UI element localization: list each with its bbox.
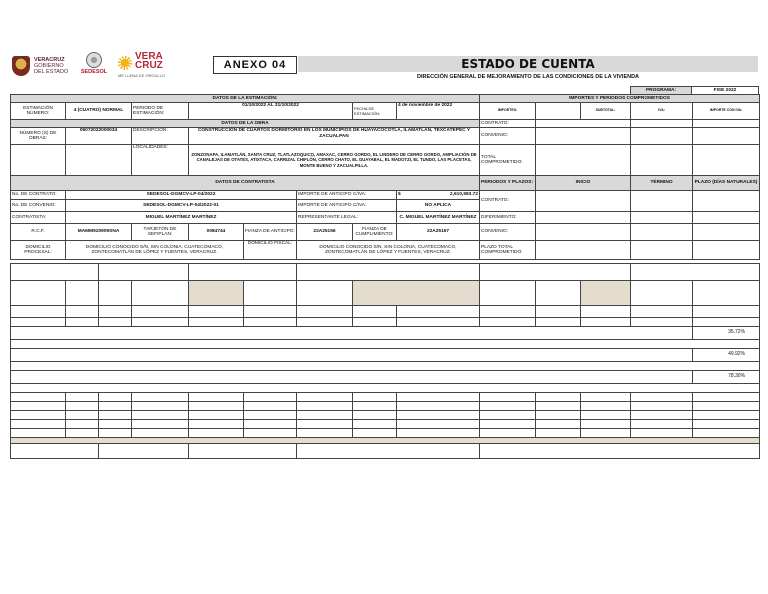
importe-anticipo-conv-value: NO APLICA: [397, 200, 480, 212]
rfc-label: R.C.F.: [11, 224, 66, 241]
diferimiento-label: DIFERIMIENTO:: [480, 212, 536, 224]
descripcion-label: DESCRIPCIÓN:: [132, 128, 189, 145]
no-contrato-value: SEDESOL-DGMCV-LP-04/2022: [66, 191, 297, 200]
estimacion-section-title: DATOS DE LA ESTIMACIÓN:: [11, 95, 480, 103]
percentage-1: 35.72%: [693, 327, 760, 340]
periodo-label: PERIODO DE ESTIMACIÓN:: [132, 103, 189, 120]
no-convenio-value: SEDESOL-DGMCV-LP-04/2022-01: [66, 200, 297, 212]
sedesol-logo: [76, 52, 112, 80]
importe-anticipo-conv-label: IMPORTE DE ANTICIPO C/IVA:: [297, 200, 397, 212]
fecha-value: 4 de noviembre de 2022: [397, 103, 480, 120]
estado-cuenta-table: [10, 94, 760, 459]
sedesol-text: SEDESOL: [80, 69, 108, 75]
contratista-label: CONTRATISTA:: [11, 212, 66, 224]
domicilio-fiscal-label: DOMICILIO FISCAL:: [244, 241, 297, 260]
document-title: ESTADO DE CUENTA: [461, 57, 595, 71]
sun-icon: [118, 56, 132, 70]
importes-section-title: IMPORTES Y PERIODOS COMPROMETIDOS: [480, 95, 760, 103]
plazo-header: PLAZO (DÍAS NATURALES): [693, 176, 760, 191]
tarjeton-value: 0084744: [189, 224, 244, 241]
plazo-total-label: PLAZO TOTAL COMPROMETIDO:: [480, 241, 536, 260]
contratista-section-title: DATOS DE CONTRATISTA: [11, 176, 480, 191]
localidades-value: ZONZONAPA, ILAMATLÁN, SANTA CRUZ, TLATLAZOQUICO, AMAXAC, CERRO GORDO, EL LINDERO DE CERRO GORDO, AMPLIACIÓN DE CANALEJAS DE OTATES, ATIXTACA, CARRIZAL CHIFLÓN, CERRO CHATO, EL GUAYABAL, EL MADOTZI, EL TUNDO, LAS PLACETAS, MONTE BUENO Y ZACUALPILLA.: [189, 145, 480, 176]
periodos-plazos-label: PERIODOS Y PLAZOS:: [480, 176, 536, 191]
currency-symbol: $: [398, 192, 401, 198]
header-logos: [12, 52, 172, 80]
plazos-contrato: CONTRATO:: [480, 191, 536, 212]
domicilio-procesal-label: DOMICILIO PROCESAL:: [11, 241, 66, 260]
importes-total: TOTAL COMPROMETIDO:: [480, 145, 536, 176]
importes-convenio: CONVENIO:: [480, 128, 536, 145]
veracruz-title: VERACRUZ: [34, 57, 65, 63]
contratista-value: MIGUEL MARTÍNEZ MARTÍNEZ: [66, 212, 297, 224]
plazos-convenio: CONVENIO:: [480, 224, 536, 241]
fianza-cumplimiento-label: FIANZA DE CUMPLIMIENTO:: [353, 224, 397, 241]
fianza-anticipo-label: FIANZA DE ANTICIPO:: [244, 224, 297, 241]
estimacion-numero-label: ESTIMACIÓN NÚMERO:: [11, 103, 66, 120]
importe-anticipo-value: 2,610,583.72: [450, 192, 479, 198]
representante-value: C. MIGUEL MARTÍNEZ MARTÍNEZ: [397, 212, 480, 224]
fianza-cumplimiento-value: 22A25167: [397, 224, 480, 241]
col-importe-con-iva: IMPORTE CON IVA:: [693, 103, 760, 120]
anexo-label: ANEXO 04: [213, 56, 297, 74]
coat-of-arms-icon: [12, 56, 30, 76]
veracruz-sub2: DEL ESTADO: [34, 69, 69, 75]
sedesol-emblem-icon: [86, 52, 102, 68]
col-iva: IVA:: [631, 103, 693, 120]
termino-header: TÉRMINO: [631, 176, 693, 191]
veracruz-sub1: GOBIERNO: [34, 63, 64, 69]
rfc-value: MAMM920909SNA: [66, 224, 132, 241]
estimacion-numero-value: 4 (CUATRO) NORMAL: [66, 103, 132, 120]
fecha-label: FECHA DE ESTIMACIÓN:: [353, 103, 397, 120]
importe-anticipo-label: IMPORTE DE ANTICIPO C/IVA:: [297, 191, 397, 200]
localidades-label: LOCALIDADES:: [132, 145, 189, 176]
tarjeton-label: TARJETÓN DE SEFIPLAN:: [132, 224, 189, 241]
brand-bottom: CRUZ: [135, 60, 163, 71]
obra-numero-value: 05072022000034: [66, 128, 132, 145]
no-contrato-label: No. DE CONTRATO:: [11, 191, 66, 200]
programa-value: FISE 2022: [692, 87, 759, 95]
programa-label: PROGRAMA:: [631, 87, 692, 95]
document-subtitle: DIRECCIÓN GENERAL DE MEJORAMIENTO DE LAS CONDICIONES DE LA VIVIENDA: [416, 74, 640, 80]
brand-tagline: ME LLENA DE ORGULLO: [118, 73, 165, 78]
obra-numero-label: NÚMERO (S) DE OBRAS:: [11, 128, 66, 145]
veracruz-brand-logo: [118, 52, 178, 80]
col-importes: IMPORTES:: [480, 103, 536, 120]
percentage-3: 78.30%: [693, 371, 760, 384]
representante-label: REPRESENTANTE LEGAL:: [297, 212, 397, 224]
domicilio-fiscal-value: DOMICILIO CONOCIDO S/N, SIN COLONIA, CUATECOMACO, ZONTECOMATLÁN DE LÓPEZ Y FUENTES, VERACRUZ.: [297, 241, 480, 260]
importes-contrato: CONTRATO:: [480, 120, 536, 128]
brand-top: VERA: [135, 51, 163, 62]
inicio-header: INICIO: [536, 176, 631, 191]
descripcion-value: CONSTRUCCIÓN DE CUARTOS DORMITORIO EN LOS MUNICIPIOS DE HUAYACOCOTLA, ILAMATLÁN, TEXCATEPEC Y ZACUALPAN: [189, 128, 480, 145]
periodo-value: 01/10/2022 AL 31/10/2022: [189, 103, 353, 120]
obra-section-title: DATOS DE LA OBRA: [11, 120, 480, 128]
veracruz-government-logo: [12, 52, 72, 80]
no-convenio-label: No. DE CONVENIO:: [11, 200, 66, 212]
fianza-anticipo-value: 22A25156: [297, 224, 353, 241]
domicilio-procesal-value: DOMICILIO CONOCIDO S/N, SIN COLONIA, CUATECOMACO, ZONTECOMATLÁN DE LÓPEZ Y FUENTES, VERACRUZ.: [66, 241, 244, 260]
col-subtotal: SUBTOTAL:: [581, 103, 631, 120]
percentage-2: 49.92%: [693, 349, 760, 362]
